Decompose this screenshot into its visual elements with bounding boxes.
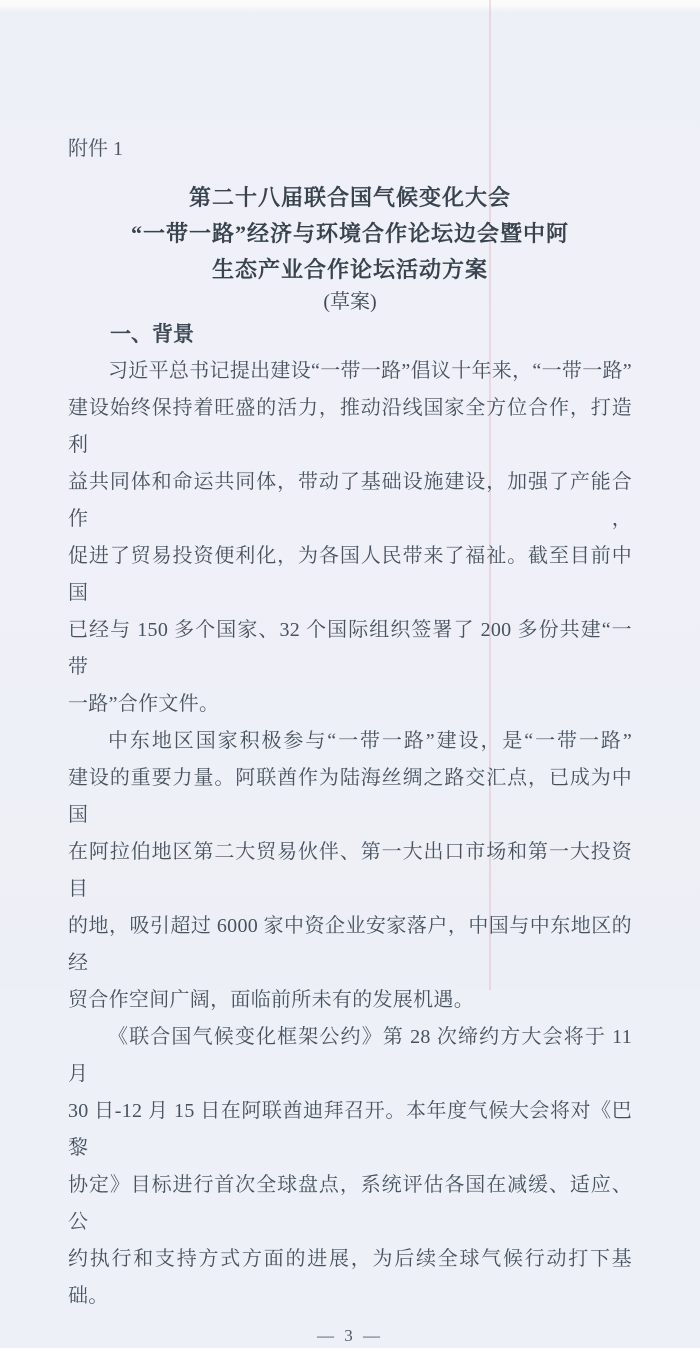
- section-heading-background: 一、背景: [110, 322, 194, 346]
- page-number: — 3 —: [317, 1326, 383, 1345]
- document-content: [68, 0, 632, 1348]
- paragraph-line: 习近平总书记提出建设“一带一路”倡议十年来，“一带一路”: [108, 360, 632, 382]
- paragraph-line: 《联合国气候变化框架公约》第 28 次缔约方大会将于 11 月: [68, 1026, 632, 1085]
- paragraph-line: 益共同体和命运共同体，带动了基础设施建设，加强了产能合作，: [68, 471, 632, 530]
- paragraph-line: 中东地区国家积极参与“一带一路”建设，是“一带一路”: [108, 730, 632, 752]
- attachment-label: 附件 1: [68, 138, 123, 160]
- paragraph-line: 建设的重要力量。阿联酋作为陆海丝绸之路交汇点，已成为中国: [68, 767, 632, 826]
- paragraph-line: 30 日-12 月 15 日在阿联酋迪拜召开。本年度气候大会将对《巴黎: [68, 1100, 632, 1159]
- body-text: [68, 353, 632, 1315]
- title-line-1: 第二十八届联合国气候变化大会: [188, 185, 511, 210]
- draft-label: (草案): [323, 291, 377, 313]
- paragraph-line: 已经与 150 多个国家、32 个国际组织签署了 200 多份共建“一带: [68, 619, 632, 678]
- title-line-2: “一带一路”经济与环境合作论坛边会暨中阿: [130, 221, 569, 246]
- paragraph-2: [68, 723, 632, 1019]
- paragraph-line: 一路”合作文件。: [68, 693, 220, 715]
- paragraph-1: [68, 353, 632, 723]
- paragraph-line: 协定》目标进行首次全球盘点，系统评估各国在减缓、适应、公: [68, 1174, 632, 1233]
- paragraph-line: 建设始终保持着旺盛的活力，推动沿线国家全方位合作，打造利: [68, 397, 632, 456]
- paragraph-line: 约执行和支持方式方面的进展，为后续全球气候行动打下基础。: [68, 1248, 632, 1307]
- paragraph-line: 促进了贸易投资便利化，为各国人民带来了福祉。截至目前中国: [68, 545, 632, 604]
- paragraph-line: 的地，吸引超过 6000 家中资企业安家落户，中国与中东地区的经: [68, 915, 632, 974]
- title-line-3: 生态产业合作论坛活动方案: [211, 257, 488, 282]
- paragraph-line: 贸合作空间广阔，面临前所未有的发展机遇。: [68, 989, 474, 1011]
- paragraph-3: [68, 1019, 632, 1315]
- paragraph-line: 在阿拉伯地区第二大贸易伙伴、第一大出口市场和第一大投资目: [68, 841, 632, 900]
- document-title: [68, 180, 632, 288]
